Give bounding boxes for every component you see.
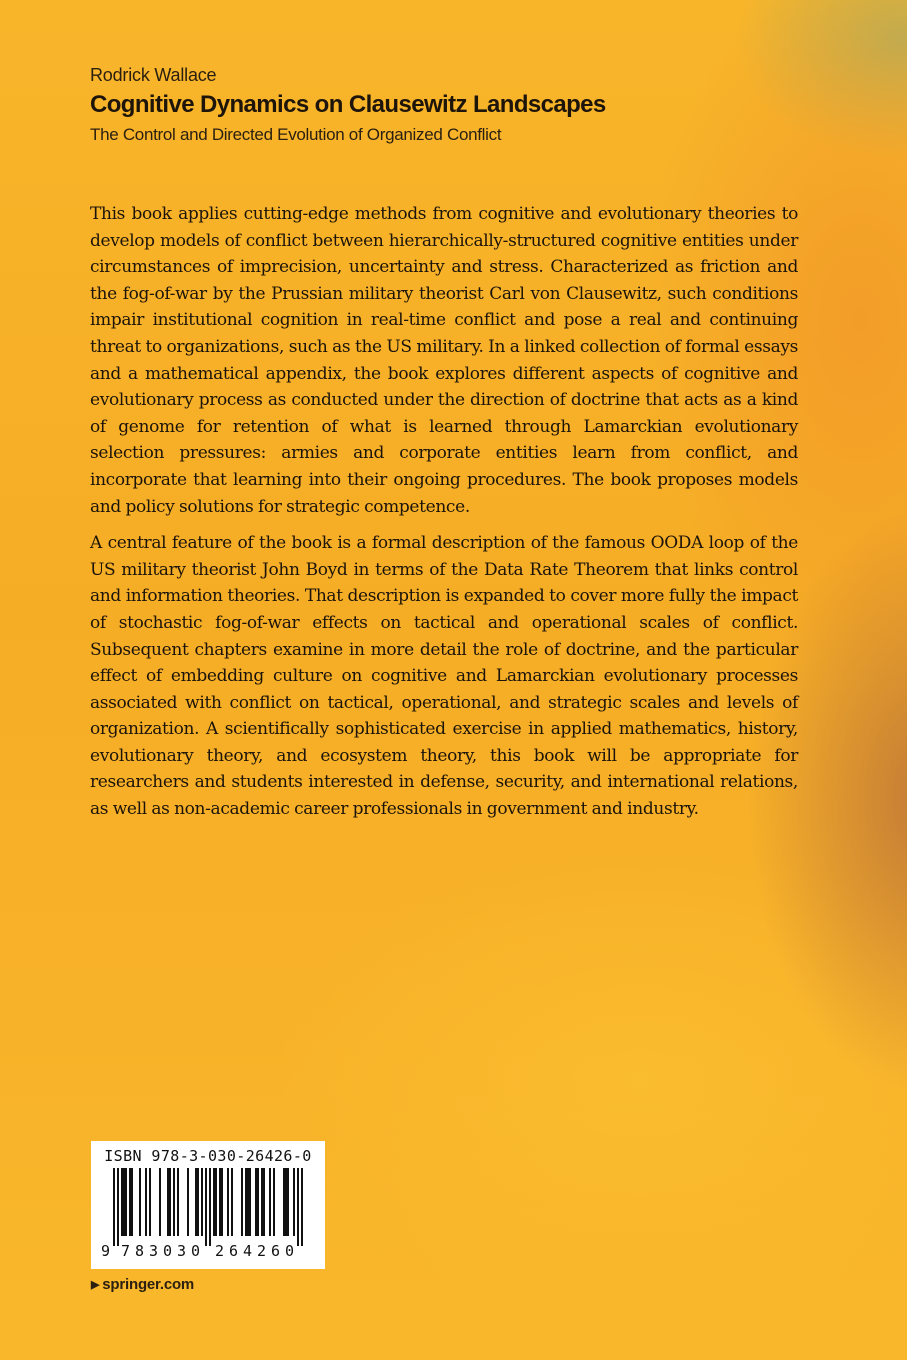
barcode-bar	[257, 1168, 259, 1236]
publisher-link[interactable]	[91, 1276, 194, 1293]
barcode-digit: 9	[101, 1242, 111, 1260]
barcode-bar	[297, 1168, 299, 1246]
barcode-bar	[247, 1168, 249, 1236]
barcode-bar	[177, 1168, 179, 1236]
barcode-bar	[215, 1168, 217, 1236]
barcode-bar	[201, 1168, 203, 1236]
barcode-bar	[131, 1168, 133, 1236]
barcode-bar	[149, 1168, 151, 1236]
barcode-bar	[195, 1168, 197, 1236]
barcode-bar	[263, 1168, 265, 1236]
barcode-bar	[241, 1168, 243, 1236]
barcode-bar	[205, 1168, 207, 1246]
barcode-digit: 2	[257, 1242, 267, 1260]
barcode-bar	[169, 1168, 171, 1236]
barcode-digit: 2	[215, 1242, 225, 1260]
book-subtitle: The Control and Directed Evolution of Organized Conflict	[90, 125, 502, 144]
barcode-bar	[125, 1168, 127, 1236]
barcode-bar	[245, 1168, 247, 1236]
barcode-bar	[117, 1168, 119, 1246]
barcode-bar	[255, 1168, 257, 1236]
barcode-bar	[187, 1168, 189, 1236]
description-paragraph: A central feature of the book is a formal description of the famous OODA loop of the US military theorist John Boyd in terms of the Data Rate Theorem that links control and information theories. That description is expanded to cover more fully the impact of stochastic fog-of-war effects on tactical and operational scales of conflict. Subsequent chapters examine in more detail the role of doctrine, and the particular effect of embedding culture on cognitive and Lamarckian evolutionary processes associated with conflict on tactical, operational, and strategic scales and levels of organization. A scientifically sophisticated exercise in applied mathematics, history, evolutionary theory, and ecosystem theory, this book will be appropriate for researchers and students interested in defense, security, and international relations, as well as non-academic career professionals in government and industry.	[90, 533, 798, 820]
barcode-bar	[287, 1168, 289, 1236]
author-name: Rodrick Wallace	[90, 65, 217, 85]
barcode-bar	[261, 1168, 263, 1236]
isbn-label: ISBN 978-3-030-26426-0	[104, 1147, 312, 1165]
barcode-bar	[269, 1168, 271, 1236]
barcode-bar	[159, 1168, 161, 1236]
barcode-bar	[209, 1168, 211, 1246]
barcode-bar	[139, 1168, 141, 1236]
barcode-digit: 4	[243, 1242, 253, 1260]
isbn-barcode	[91, 1141, 325, 1269]
barcode-bar	[145, 1168, 147, 1236]
book-header	[90, 64, 850, 146]
barcode-digit: 7	[121, 1242, 131, 1260]
barcode-bar	[213, 1168, 215, 1236]
description-paragraph: This book applies cutting-edge methods from cognitive and evolutionary theories to develop models of conflict between hierarchically-structured cognitive entities under circumstances of imprecision, uncertainty and stress. Characterized as friction and the fog-of-war by the Prussian military theorist Carl von Clausewitz, such conditions impair institutional cognition in real-time conflict and pose a real and continuing threat to organizations, such as the US military. In a linked collection of formal essays and a mathematical appendix, the book explores different aspects of cognitive and evolutionary process as conducted under the direction of doctrine that acts as a kind of genome for retention of what is learned through Lamarckian evolutionary selection pressures: armies and corporate entities learn from conflict, and incorporate that learning into their ongoing procedures. The book proposes models and policy solutions for strategic competence.	[90, 204, 798, 517]
barcode-digit: 0	[285, 1242, 295, 1260]
barcode-bar	[301, 1168, 303, 1246]
book-title: Cognitive Dynamics on Clausewitz Landscapes	[90, 91, 606, 118]
barcode-bar	[227, 1168, 229, 1236]
arrow-right-icon: ▶	[91, 1279, 100, 1291]
barcode-digit: 3	[177, 1242, 187, 1260]
barcode-bar	[273, 1168, 275, 1236]
barcode-bar	[113, 1168, 115, 1246]
barcode-digit: 0	[191, 1242, 201, 1260]
book-description	[90, 201, 798, 833]
barcode-bar	[173, 1168, 175, 1236]
barcode-digit: 3	[149, 1242, 159, 1260]
barcode-bar	[249, 1168, 251, 1236]
publisher-website: springer.com	[102, 1276, 195, 1293]
barcode-digit: 6	[229, 1242, 239, 1260]
barcode-bar	[231, 1168, 233, 1236]
barcode-bar	[197, 1168, 199, 1236]
barcode-digit: 8	[135, 1242, 145, 1260]
barcode-digit: 0	[163, 1242, 173, 1260]
barcode-bar	[121, 1168, 123, 1236]
barcode-bar	[221, 1168, 223, 1236]
barcode-bar	[219, 1168, 221, 1236]
barcode-bar	[129, 1168, 131, 1236]
barcode-bar	[123, 1168, 125, 1236]
barcode-bar	[167, 1168, 169, 1236]
barcode-bar	[293, 1168, 295, 1236]
barcode-bar	[283, 1168, 285, 1236]
barcode-bar	[285, 1168, 287, 1236]
barcode-bars	[101, 1168, 315, 1260]
barcode-digit: 6	[271, 1242, 281, 1260]
